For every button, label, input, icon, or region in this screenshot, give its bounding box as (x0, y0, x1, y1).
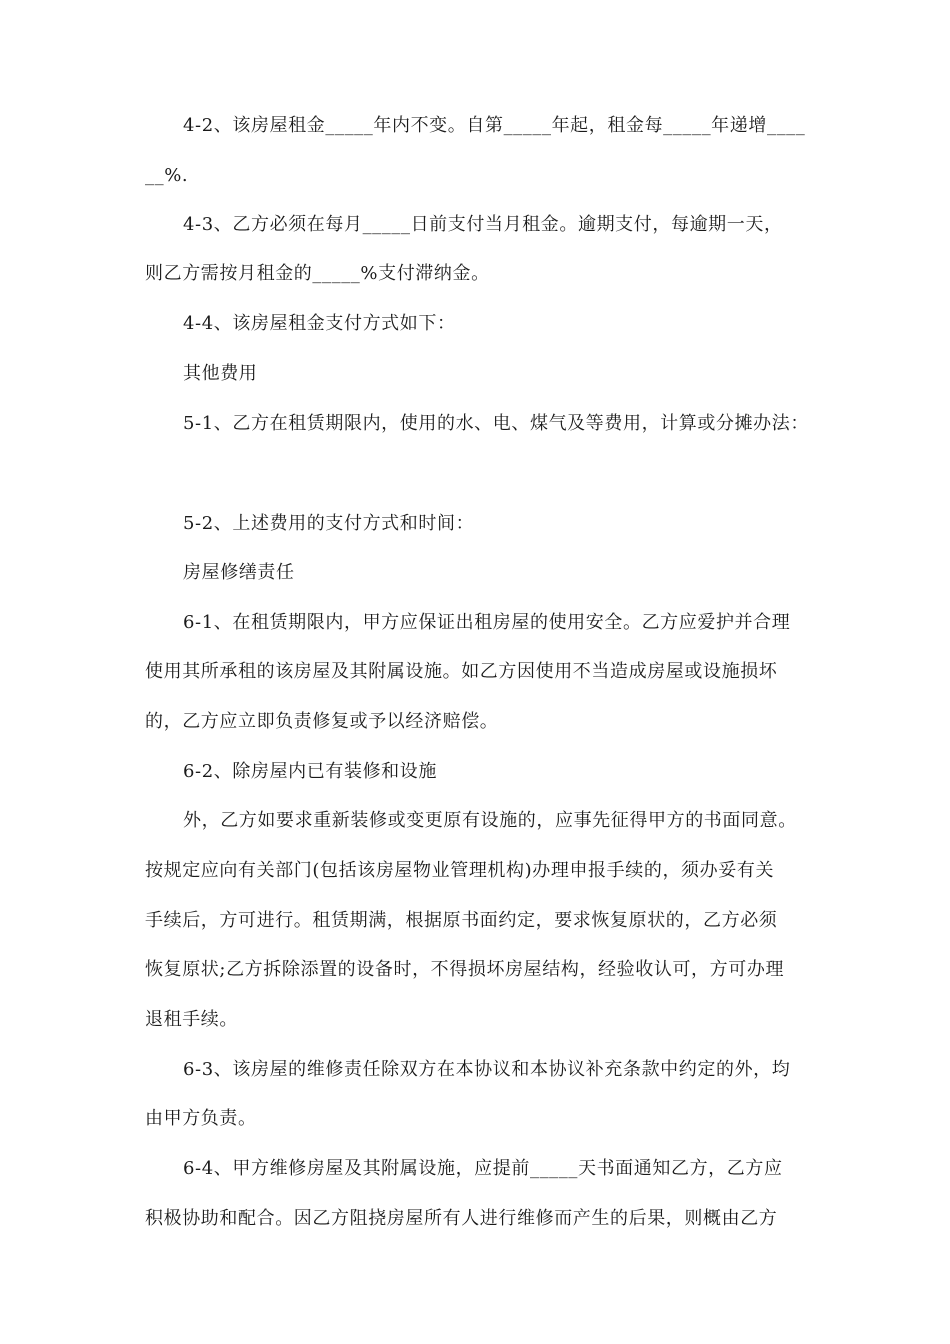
clause-6-2-line-6: 退租手续。 (145, 1009, 238, 1030)
clause-4-4: 4-4、该房屋租金支付方式如下： (183, 313, 456, 334)
clause-6-3-line-2: 由甲方负责。 (145, 1108, 257, 1129)
clause-6-1-line-2: 使用其所承租的该房屋及其附属设施。如乙方因使用不当造成房屋或设施损坏 (145, 661, 778, 682)
clause-6-4-line-1: 6-4、甲方维修房屋及其附属设施，应提前_____天书面通知乙方，乙方应 (183, 1158, 783, 1179)
section-heading-other-fees: 其他费用 (183, 363, 258, 384)
clause-5-1: 5-1、乙方在租赁期限内，使用的水、电、煤气及等费用，计算或分摊办法： (183, 413, 809, 434)
clause-4-3-line-2: 则乙方需按月租金的_____%支付滞纳金。 (145, 263, 490, 284)
clause-6-2-line-1: 6-2、除房屋内已有装修和设施 (183, 761, 437, 782)
section-heading-repair: 房屋修缮责任 (183, 562, 295, 583)
clause-4-2-line-2: __%. (145, 165, 189, 186)
clause-6-1-line-1: 6-1、在租赁期限内，甲方应保证出租房屋的使用安全。乙方应爱护并合理 (183, 612, 791, 633)
clause-6-4-line-2: 积极协助和配合。因乙方阻挠房屋所有人进行维修而产生的后果，则概由乙方 (145, 1208, 778, 1229)
clause-4-2-line-1: 4-2、该房屋租金_____年内不变。自第_____年起，租金每_____年递增____ (183, 115, 806, 136)
clause-6-2-line-4: 手续后，方可进行。租赁期满，根据原书面约定，要求恢复原状的，乙方必须 (145, 910, 778, 931)
clause-6-2-line-3: 按规定应向有关部门(包括该房屋物业管理机构)办理申报手续的，须办妥有关 (145, 860, 775, 881)
clause-6-2-line-2: 外，乙方如要求重新装修或变更原有设施的，应事先征得甲方的书面同意。 (183, 810, 797, 831)
clause-6-1-line-3: 的，乙方应立即负责修复或予以经济赔偿。 (145, 711, 499, 732)
clause-6-3-line-1: 6-3、该房屋的维修责任除双方在本协议和本协议补充条款中约定的外，均 (183, 1059, 791, 1080)
clause-4-3-line-1: 4-3、乙方必须在每月_____日前支付当月租金。逾期支付，每逾期一天， (183, 214, 783, 235)
clause-6-2-line-5: 恢复原状;乙方拆除添置的设备时，不得损坏房屋结构，经验收认可，方可办理 (145, 959, 785, 980)
clause-5-2: 5-2、上述费用的支付方式和时间： (183, 513, 475, 534)
